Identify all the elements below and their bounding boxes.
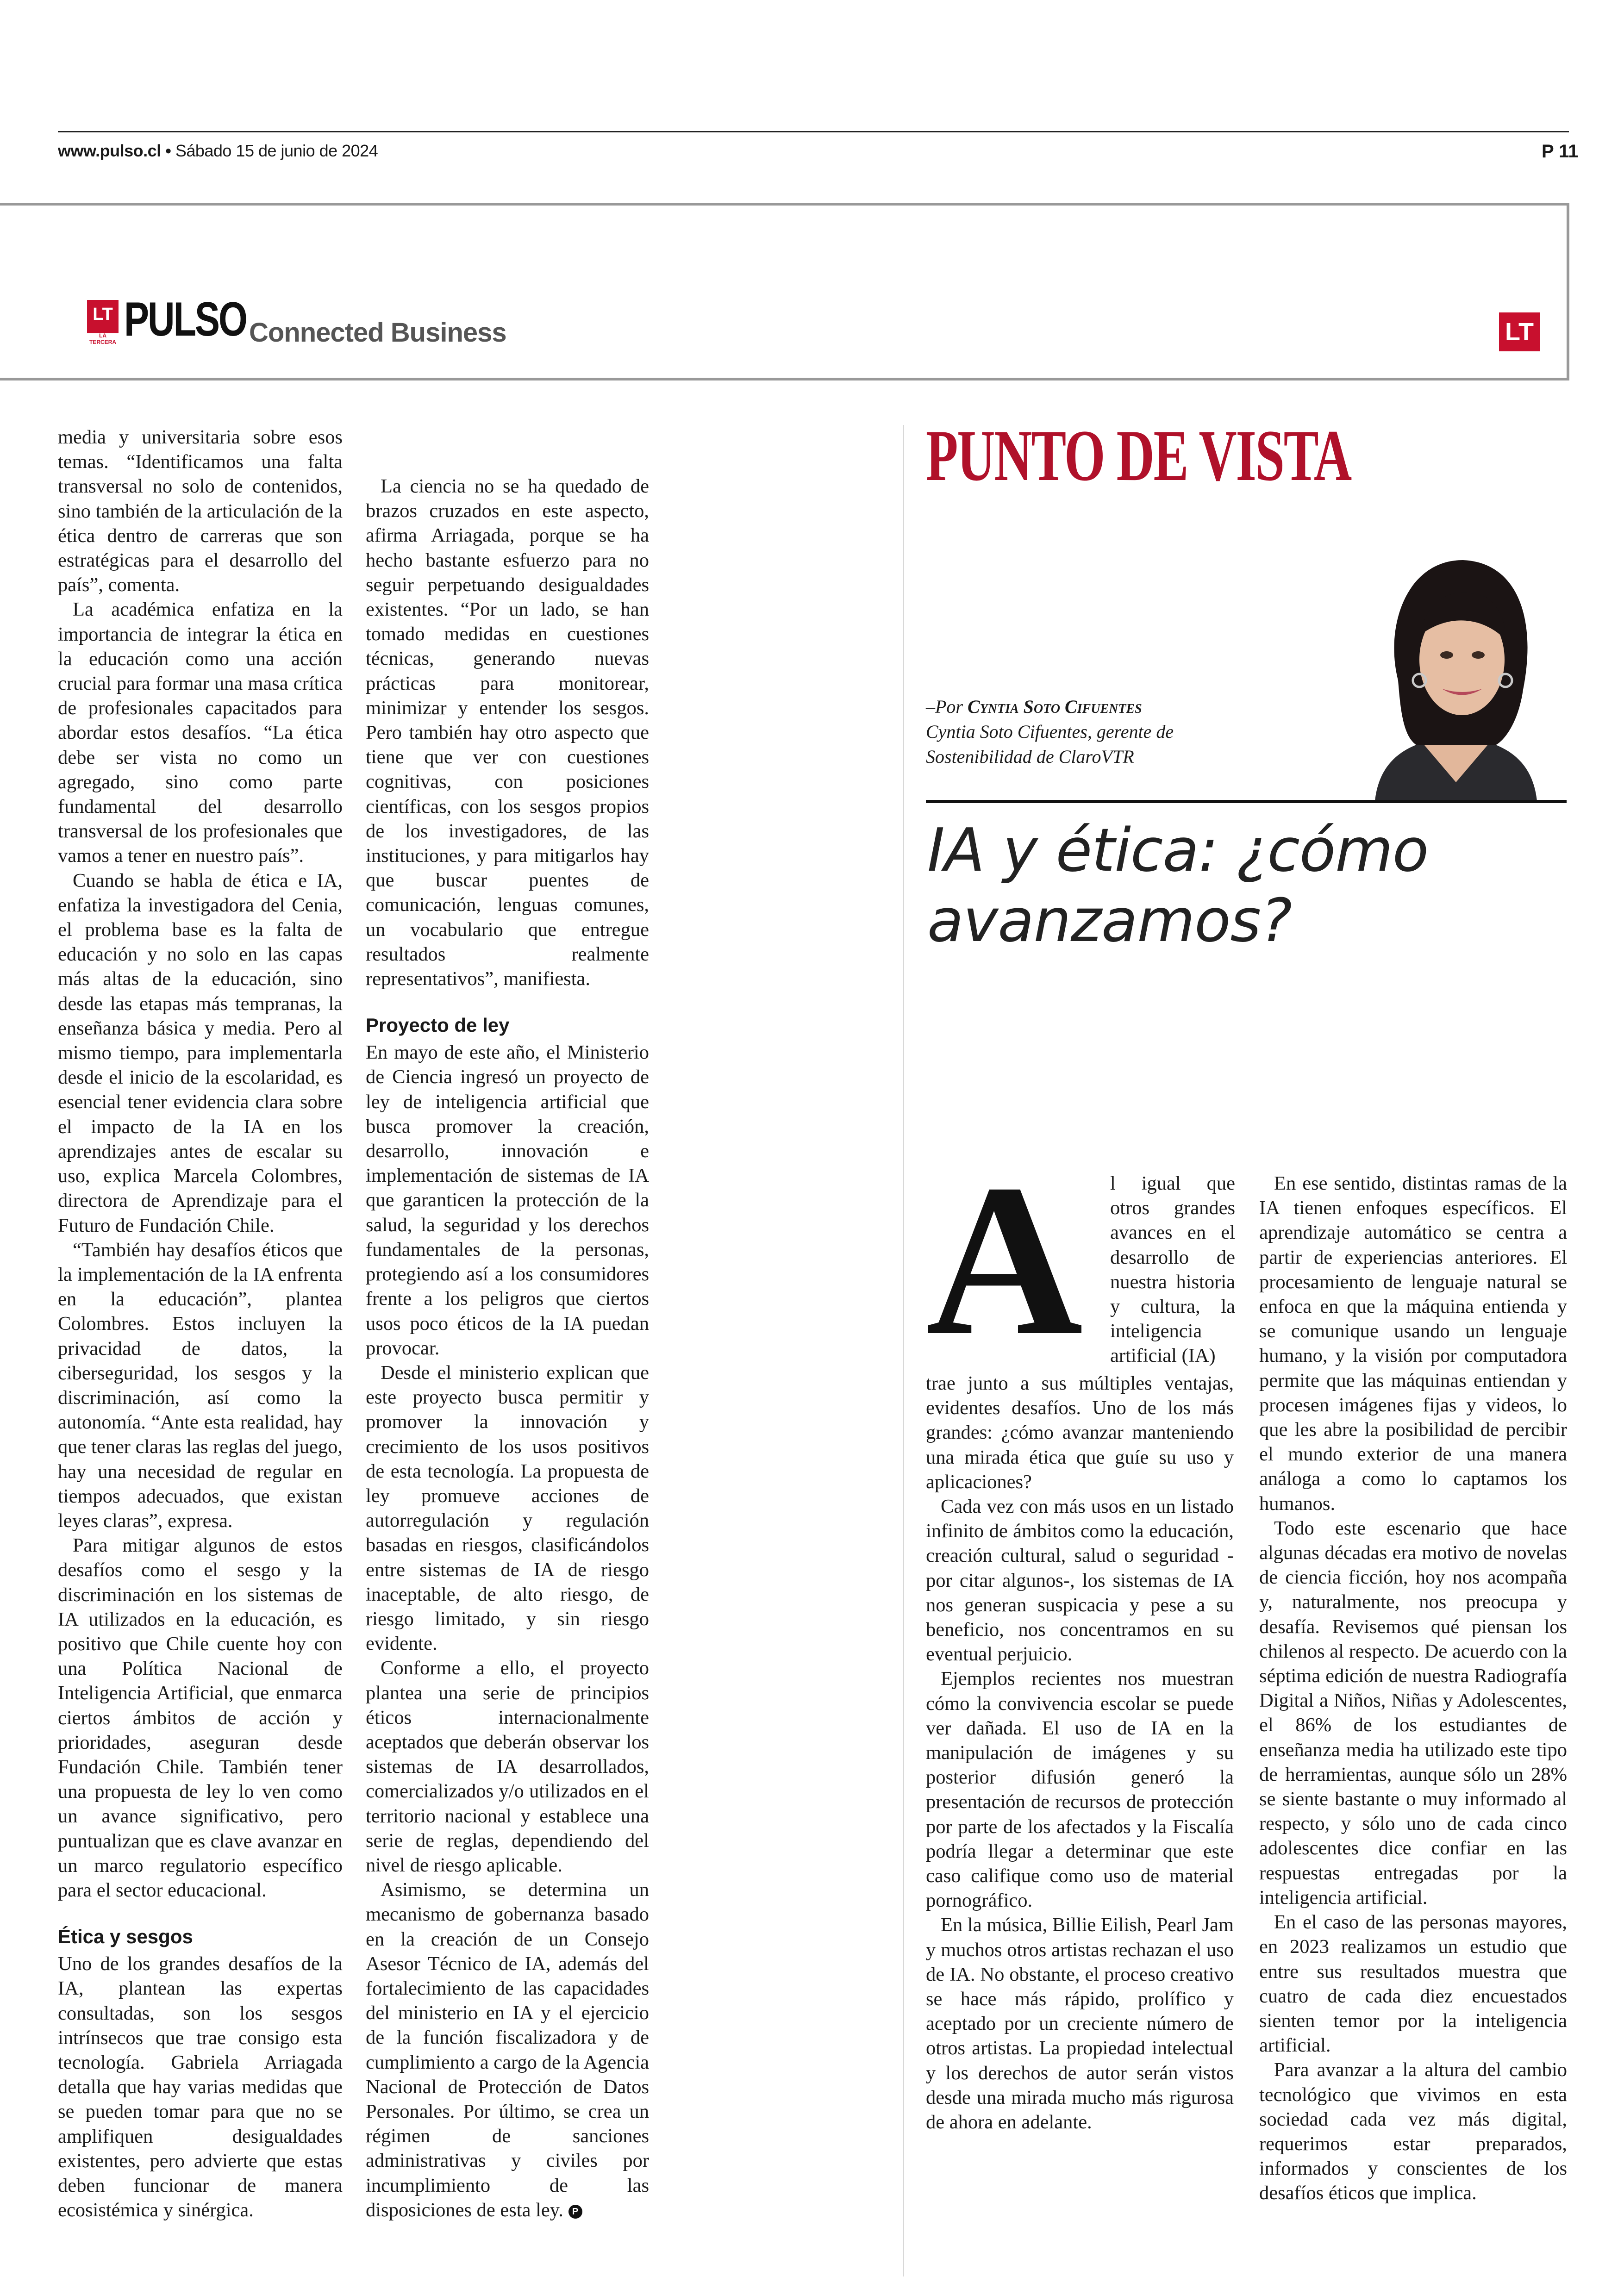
paragraph: Para avanzar a la altura del cambio tecnológico que vivimos en esta sociedad cada vez más digital, requerimos estar preparados, informados y conscientes de los desafíos éticos que implica.	[1259, 2059, 1567, 2204]
paragraph	[366, 1877, 649, 2222]
article-column-1	[58, 425, 343, 2222]
author-photo	[1347, 542, 1565, 801]
paragraph: Cuando se habla de ética e IA, enfatiza la investigadora del Cenia, el problema base es la falta de educación y no solo en las capas más altas de la educación, sino desde las etapas más tempranas, la enseñanza básica y media. Pero al mismo tiempo, para implementarla desde el inicio de la escolaridad, es esencial tener evidencia clara sobre el impacto de la IA en los aprendizajes antes de escalar su uso, explica Marcela Colombres, directora de Aprendizaje para el Futuro de Fundación Chile.	[58, 869, 343, 1236]
site-url[interactable]: www.pulso.cl	[58, 141, 161, 160]
headline-line-1: IA y ética: ¿cómo	[927, 816, 1429, 885]
column-divider	[903, 425, 904, 2276]
section-banner	[0, 203, 1569, 380]
byline	[926, 694, 1213, 769]
headline-line-2: avanzamos?	[927, 886, 1292, 955]
opinion-headline	[927, 816, 1428, 956]
author-line	[926, 694, 1213, 719]
section-name: Connected Business	[249, 318, 506, 348]
opinion-lead-text: l igual que otros grandes avances en el desarrollo de nuestra historia y cultura, la inteligencia artificial (IA)	[1110, 1172, 1235, 1367]
author-portrait-illustration	[1347, 542, 1565, 801]
paragraph: Ejemplos recientes nos muestran cómo la convivencia escolar se puede ver dañada. El uso de IA en la manipulación de imágenes y su posterior difusión generó la presentación de recursos de protección por parte de los afectados y la Fiscalía podría llegar a determinar que este caso califique como uso de material pornográfico.	[926, 1668, 1234, 1912]
la-tercera-logo	[87, 300, 119, 345]
header-rule	[58, 131, 1569, 132]
page-number: P 11	[1542, 141, 1579, 162]
paragraph: media y universitaria sobre esos temas. “Identificamos una falta transversal no solo de contenidos, sino también de la articulación de la ética dentro de carreras que son estratégicas para el desarrollo del país”, comenta.	[58, 426, 343, 596]
paragraph: En mayo de este año, el Ministerio de Ciencia ingresó un proyecto de ley de inteligencia artificial que busca promover la creación, desarrollo, innovación e implementación de sistemas de IA que garanticen la protección de la salud, la seguridad y los derechos fundamentales de la personas, protegiendo así a los consumidores frente a los peligros que ciertos usos poco éticos de la IA puedan provocar.	[366, 1041, 649, 1359]
lt-logo-caption: LA TERCERA	[89, 332, 116, 345]
paragraph: En el caso de las personas mayores, en 2023 realizamos un estudio que entre sus resultados muestra que cuatro de cada diez encuestados sienten temor por la inteligencia artificial.	[1259, 1911, 1567, 2057]
paragraph: La académica enfatiza en la importancia de integrar la ética en la educación como una acción crucial para formar una masa crítica de profesionales capacitados para abordar estos desafíos. “La ética debe ser vista no como un agregado, sino como parte fundamental del desarrollo transversal de los profesionales que vamos a tener en nuestro país”.	[58, 599, 343, 867]
paragraph: “También hay desafíos éticos que la implementación de la IA enfrenta en la educación”, plantea Colombres. Estos incluyen la privacidad de datos, la ciberseguridad, los sesgos y la discriminación, así como la autonomía. “Ante esta realidad, hay que tener claras las reglas del juego, hay una necesidad de regular en tiempos adecuados, que existan leyes claras”, expresa.	[58, 1239, 343, 1532]
paragraph: La ciencia no se ha quedado de brazos cruzados en este aspecto, afirma Arriagada, porque se ha hecho bastante esfuerzo para no seguir perpetuando desigualdades existentes. “Por un lado, se han tomado medidas en cuestiones técnicas, generando nuevas prácticas para monitorear, minimizar y entender los sesgos. Pero también hay otro aspecto que tiene que ver con cuestiones cognitivas, con posiciones científicas, con los sesgos propios de los investigadores, de las instituciones, y para mitigarlos hay que buscar puentes de comunicación, lenguas comunes, un vocabulario que entregue resultados realmente representativos”, manifiesta.	[366, 475, 649, 990]
author-role: Cyntia Soto Cifuentes, gerente de Sostenibilidad de ClaroVTR	[926, 721, 1174, 767]
paragraph: Todo este escenario que hace algunas décadas era motivo de novelas de ciencia ficción, hoy nos acompaña y, naturalmente, nos preocupa y desafía. Revisemos qué piensan los chilenos al respecto. De acuerdo con la séptima edición de nuestra Radiografía Digital a Niños, Niñas y Adolescentes, el 86% de los estudiantes de enseñanza media ha utilizado este tipo de herramientas, aunque sólo un 28% se siente bastante o muy informado al respecto, y sólo uno de cada cinco adolescentes dice confiar en las respuestas entregadas por la inteligencia artificial.	[1259, 1517, 1567, 1908]
end-mark-icon: P	[568, 2205, 582, 2219]
author-name: Cyntia Soto Cifuentes	[968, 696, 1142, 717]
issue-date: Sábado 15 de junio de 2024	[175, 141, 378, 160]
paragraph: trae junto a sus múltiples ventajas, evidentes desafíos. Uno de los más grandes: ¿cómo avanzar manteniendo una mirada ética que guíe su uso y aplicaciones?	[926, 1372, 1234, 1493]
paragraph: Cada vez con más usos en un listado infinito de ámbitos como la educación, creación cultural, salud o seguridad -por citar algunos-, los sistemas de IA nos generan suspicacia y pese a su beneficio, nos concentramos en su eventual perjuicio.	[926, 1496, 1234, 1665]
paragraph: Uno de los grandes desafíos de la IA, plantean las expertas consultadas, son los sesgos intrínsecos que trae consigo esta tecnología. Gabriela Arriagada detalla que hay varias medidas que se pueden tomar para que no se amplifiquen desigualdades existentes, pero advierte que estas deben funcionar de manera ecosistémica y sinérgica.	[58, 1953, 343, 2221]
paragraph: Conforme a ello, el proyecto plantea una serie de principios éticos internacionalmente aceptados que deberán observar los sistemas de IA desarrollados, comercializados y/o utilizados en el territorio nacional y establece una serie de reglas, dependiendo del nivel de riesgo aplicable.	[366, 1657, 649, 1876]
subheading-etica: Ética y sesgos	[58, 1926, 193, 1948]
opinion-column-2	[1259, 1171, 1567, 2206]
article-column-2	[366, 425, 649, 2222]
opinion-section-title: PUNTO DE VISTA	[926, 415, 1351, 496]
lt-corner-logo: LT	[1499, 312, 1540, 351]
paragraph: En la música, Billie Eilish, Pearl Jam y muchos otros artistas rechazan el uso de IA. No obstante, el proceso creativo se hace más rápido, prolífico y aceptado por un creciente número de otros artistas. La propiedad intelectual y los derechos de autor serán vistos desde una mirada mucho más rigurosa de ahora en adelante.	[926, 1914, 1234, 2133]
paragraph: Para mitigar algunos de estos desafíos como el sesgo y la discriminación en los sistemas de IA utilizados en la educación, es positivo que Chile cuente hoy con una Política Nacional de Inteligencia Artificial, que enmarca ciertos ámbitos de acción y prioridades, aseguran desde Fundación Chile. También tener una propuesta de ley lo ven como un avance significativo, pero puntualizan que es clave avanzar en un marco regulatorio específico para el sector educacional.	[58, 1534, 343, 1901]
dateline-separator: •	[161, 141, 175, 160]
byline-prefix: –Por	[926, 696, 963, 717]
lt-logo-text: LT	[93, 305, 113, 324]
drop-cap: A	[926, 1139, 1083, 1380]
opinion-rule	[926, 800, 1567, 803]
opinion-column-1	[926, 1371, 1234, 2134]
subheading-proyecto-ley: Proyecto de ley	[366, 1014, 510, 1036]
paragraph: En ese sentido, distintas ramas de la IA tienen enfoques específicos. El aprendizaje automático se centra a partir de experiencias anteriores. El procesamiento de lenguaje natural se enfoca en que la máquina entienda y se comunique usando un lenguaje humano, y la visión por computadora permite que las máquinas entiendan y procesen imágenes fijas y videos, lo que les abre la posibilidad de percibir el mundo exterior de una manera análoga a como lo captamos los humanos.	[1259, 1172, 1567, 1515]
site-dateline	[58, 141, 378, 161]
pulso-logo: PULSO	[124, 293, 246, 346]
paragraph-text: Asimismo, se determina un mecanismo de gobernanza basado en la creación de un Consejo Asesor Técnico de IA, además del fortalecimiento de las capacidades del ministerio en IA y el ejercicio de la función fiscalizadora y de cumplimiento a cargo de la Agencia Nacional de Protección de Datos Personales. Por último, se crea un régimen de sanciones administrativas y civiles por incumplimiento de las disposiciones de esta ley.	[366, 1879, 649, 2221]
paragraph: Desde el ministerio explican que este proyecto busca permitir y promover la innovación y crecimiento de los usos positivos de esta tecnología. La propuesta de ley promueve acciones de autorregulación y regulación basadas en riesgos, clasificándolos entre sistemas de IA de riesgo inaceptable, de alto riesgo, de riesgo limitado, y sin riesgo evidente.	[366, 1361, 649, 1655]
